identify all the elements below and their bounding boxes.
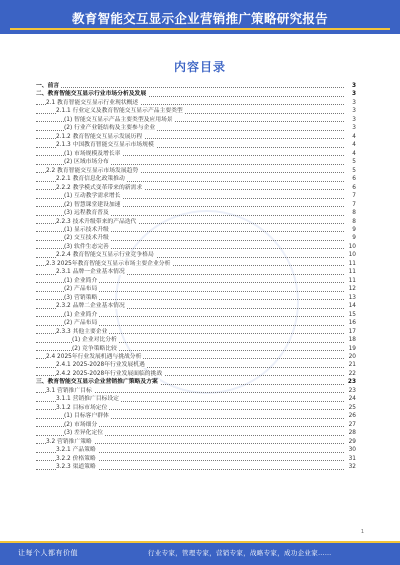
toc-entry-page: 3 (351, 91, 356, 98)
toc-entry-page: 23 (347, 379, 356, 386)
toc-entry-title: (3) 差异化定位 (64, 430, 104, 437)
toc-entry-page: 28 (348, 430, 356, 437)
toc-entry-page: 6 (352, 184, 356, 191)
toc-entry-title: (3) 软件生态完善 (64, 243, 109, 250)
toc-entry-page: 4 (352, 142, 356, 149)
toc-entry-page: 9 (352, 235, 356, 242)
toc-entry[interactable] (36, 319, 356, 327)
toc-entry[interactable] (36, 141, 356, 149)
toc-entry-title: 2.2.1 教育信息化政策推动 (56, 176, 125, 183)
toc-entry[interactable] (36, 455, 356, 463)
toc-entry-page: 6 (352, 176, 356, 183)
toc-entry-page: 26 (348, 413, 356, 420)
toc-entry[interactable] (36, 158, 356, 166)
toc-entry-page: 5 (352, 159, 356, 166)
toc-entry-page: 13 (348, 294, 356, 301)
toc-entry-title: (2) 市场细分 (64, 421, 98, 428)
toc-entry[interactable] (36, 184, 356, 192)
toc-entry-title: 二、教育智能交互显示行业市场分析及发展 (36, 91, 147, 98)
toc-entry-title: (3) 远程教育普及 (64, 210, 109, 217)
toc-entry-title: 一、前言 (36, 83, 60, 89)
toc-entry-title: (2) 智慧课堂建设加速 (64, 201, 121, 208)
toc-entry[interactable] (36, 345, 356, 353)
toc-entry-title: 3.2.2 价格策略 (56, 455, 96, 462)
toc-entry[interactable] (36, 116, 356, 124)
toc-entry[interactable] (36, 243, 356, 251)
toc-entry-page: 16 (348, 320, 356, 327)
toc-entry-title: 2.4 2025年行业发展机遇与挑战分析 (46, 354, 142, 360)
toc-entry-title: 3.1 营销推广目标 (46, 387, 92, 394)
toc-entry-page: 9 (352, 226, 356, 233)
toc-leader-dots (36, 87, 344, 88)
toc-entry[interactable] (36, 294, 356, 302)
toc-entry-title: (3) 营销策略 (64, 294, 98, 301)
toc-entry[interactable] (36, 209, 356, 217)
toc-entry-page: 15 (348, 311, 356, 318)
toc-entry[interactable] (36, 387, 356, 395)
toc-entry[interactable] (36, 251, 356, 259)
toc-entry[interactable] (36, 378, 356, 386)
toc-entry[interactable] (36, 302, 356, 310)
toc-entry[interactable] (36, 446, 356, 454)
toc-entry[interactable] (36, 192, 356, 200)
toc-title: 内容目录 (173, 60, 226, 74)
toc-entry-page: 24 (348, 396, 356, 403)
toc-entry-page: 3 (352, 125, 356, 132)
toc-entry-page: 18 (348, 337, 356, 344)
toc-entry[interactable] (36, 328, 356, 336)
toc-entry-page: 21 (348, 362, 356, 369)
toc-entry[interactable] (36, 150, 356, 158)
toc-entry-title: 2.2.2 教学模式变革带来的新需求 (56, 184, 143, 191)
toc-entry-title: (1) 企业简介 (64, 277, 98, 284)
footer-accent-bar (0, 541, 400, 543)
toc-entry-page: 31 (348, 455, 356, 462)
toc-entry-page: 11 (348, 260, 356, 267)
toc-entry[interactable] (36, 107, 356, 115)
toc-entry-page: 22 (348, 370, 356, 377)
toc-entry[interactable] (36, 421, 356, 429)
toc-entry-page: 5 (352, 167, 356, 174)
toc-entry-title: 2.1 教育智能交互显示行业现状概述 (46, 99, 139, 106)
toc-entry-title: (1) 企业简介 (64, 311, 98, 318)
toc-entry-title: 2.3.2 品牌二企业基本情况 (56, 303, 125, 310)
toc-entry-page: 19 (348, 345, 356, 352)
toc-entry-title: 2.1.2 教育智能交互显示发展历程 (56, 133, 143, 140)
toc-entry[interactable] (36, 395, 356, 403)
toc-entry[interactable] (36, 133, 356, 141)
toc-entry[interactable] (36, 124, 356, 132)
toc-entry-page: 29 (348, 438, 356, 445)
toc-entry[interactable] (36, 353, 356, 361)
toc-entry[interactable] (36, 90, 356, 98)
toc-entry-page: 20 (348, 354, 356, 360)
toc-entry-title: (1) 市场规模及增长率 (64, 150, 121, 157)
toc-entry-page: 4 (352, 150, 356, 157)
toc-entry-page: 12 (348, 286, 356, 293)
toc-entry-page: 3 (352, 116, 356, 123)
toc-entry-title: 2.1.1 行业定义及教育智能交互显示产品主要类型 (56, 108, 183, 115)
toc-entry[interactable] (36, 175, 356, 183)
header-accent-bar (10, 28, 390, 30)
toc-entry-title: (1) 互动教学需求增长 (64, 193, 121, 200)
toc-entry-page: 23 (348, 387, 356, 394)
toc-entry-title: 2.4.2 2025-2028年行业发展面临的挑战 (56, 370, 163, 377)
toc-entry[interactable] (36, 167, 356, 175)
toc-entry-title: (1) 智能交互显示产品主要类型及应用场景 (64, 116, 173, 123)
toc-entry-title: (2) 交互技术升级 (64, 235, 109, 242)
toc-entry[interactable] (36, 463, 356, 471)
toc-entry[interactable] (36, 370, 356, 378)
toc-entry-title: (1) 显示技术升级 (64, 226, 109, 233)
toc-entry-page: 3 (351, 83, 356, 89)
toc-entry-page: 11 (348, 269, 356, 276)
toc-entry-page: 3 (352, 108, 356, 115)
toc-entry-page: 10 (348, 243, 356, 250)
report-title: 教育智能交互显示企业营销推广策略研究报告 (71, 11, 328, 26)
toc-entry-page: 8 (352, 210, 356, 217)
toc-entry-title: (2) 产品布局 (64, 286, 98, 293)
toc-entry-title: (2) 竞争策略比较 (72, 345, 117, 352)
toc-entry-title: 3.2.3 渠道策略 (56, 464, 96, 471)
toc-entry-title: 3.2.1 产品策略 (56, 447, 96, 454)
toc-entry-title: (1) 企业对比分析 (72, 337, 117, 344)
toc-entry[interactable] (36, 404, 356, 412)
toc-entry[interactable] (36, 277, 356, 285)
footer-experts: 行业专家，管理专家，营销专家，战略专家，成功企业家…… (148, 549, 332, 557)
toc-entry-page: 25 (348, 404, 356, 411)
toc-entry[interactable] (36, 438, 356, 446)
toc-entry-title: 3.2 营销推广策略 (46, 438, 92, 445)
toc-entry-title: 三、教育智能交互显示企业营销推广策略及方案 (36, 379, 158, 386)
report-footer (0, 541, 400, 565)
toc-entry[interactable] (36, 218, 356, 226)
toc-entry[interactable] (36, 412, 356, 420)
toc-entry-title: 2.3.3 其他主要企业 (56, 328, 108, 335)
toc-entry-title: 2.4.1 2025-2028年行业发展机遇 (56, 362, 145, 369)
toc-entry[interactable] (36, 429, 356, 437)
toc-entry[interactable] (36, 226, 356, 234)
toc-entry[interactable] (36, 82, 356, 90)
toc-entry-title: 3.1.2 目标市场定位 (56, 404, 108, 411)
toc-entry[interactable] (36, 285, 356, 293)
toc-entry-page: 4 (352, 133, 356, 140)
toc-entry-page: 27 (348, 421, 356, 428)
toc-entry-title: 2.2.3 技术升级带来的产品迭代 (56, 218, 137, 225)
toc-entry-page: 3 (352, 99, 356, 106)
toc-entry[interactable] (36, 361, 356, 369)
toc-entry-page: 8 (352, 218, 356, 225)
toc-entry[interactable] (36, 260, 356, 268)
footer-slogan: 让每个人都有价值 (18, 549, 78, 557)
toc-entry-page: 30 (348, 447, 356, 454)
toc-entry-title: 3.1.1 营销推广目标设定 (56, 396, 119, 403)
toc-entry-page: 14 (348, 303, 356, 310)
toc-entry-title: (1) 目标客户群体 (64, 413, 109, 420)
toc-entry-title: (2) 区域市场分布 (64, 159, 109, 166)
toc-entry-title: (2) 产品布局 (64, 320, 98, 327)
toc-entry[interactable] (36, 201, 356, 209)
toc-entry[interactable] (36, 268, 356, 276)
report-header (0, 0, 400, 34)
toc-entry-page: 17 (348, 328, 356, 335)
toc-entry-page: 7 (352, 201, 356, 208)
toc-entry-title: 2.2 教育智能交互显示市场发展趋势 (46, 167, 139, 174)
toc-entry-page: 10 (348, 252, 356, 259)
table-of-contents (36, 82, 356, 528)
toc-entry-title: 2.2.4 教育智能交互显示行业竞争格局 (56, 252, 154, 259)
toc-entry-page: 11 (348, 277, 356, 284)
toc-entry[interactable] (36, 234, 356, 242)
toc-entry-page: 7 (352, 193, 356, 200)
toc-entry-page: 32 (348, 464, 356, 471)
page-number: 1 (360, 529, 364, 535)
toc-entry-title: 2.1.3 中国教育智能交互显示市场规模 (56, 142, 154, 149)
toc-entry-title: (2) 行业产业链结构及主要参与企业 (64, 125, 156, 132)
toc-entry[interactable] (36, 311, 356, 319)
toc-entry[interactable] (36, 99, 356, 107)
toc-entry[interactable] (36, 336, 356, 344)
toc-entry-title: 2.3.1 品牌一企业基本情况 (56, 269, 125, 276)
toc-entry-title: 2.3 2025年教育智能交互显示市场主要企业分析 (46, 260, 171, 267)
